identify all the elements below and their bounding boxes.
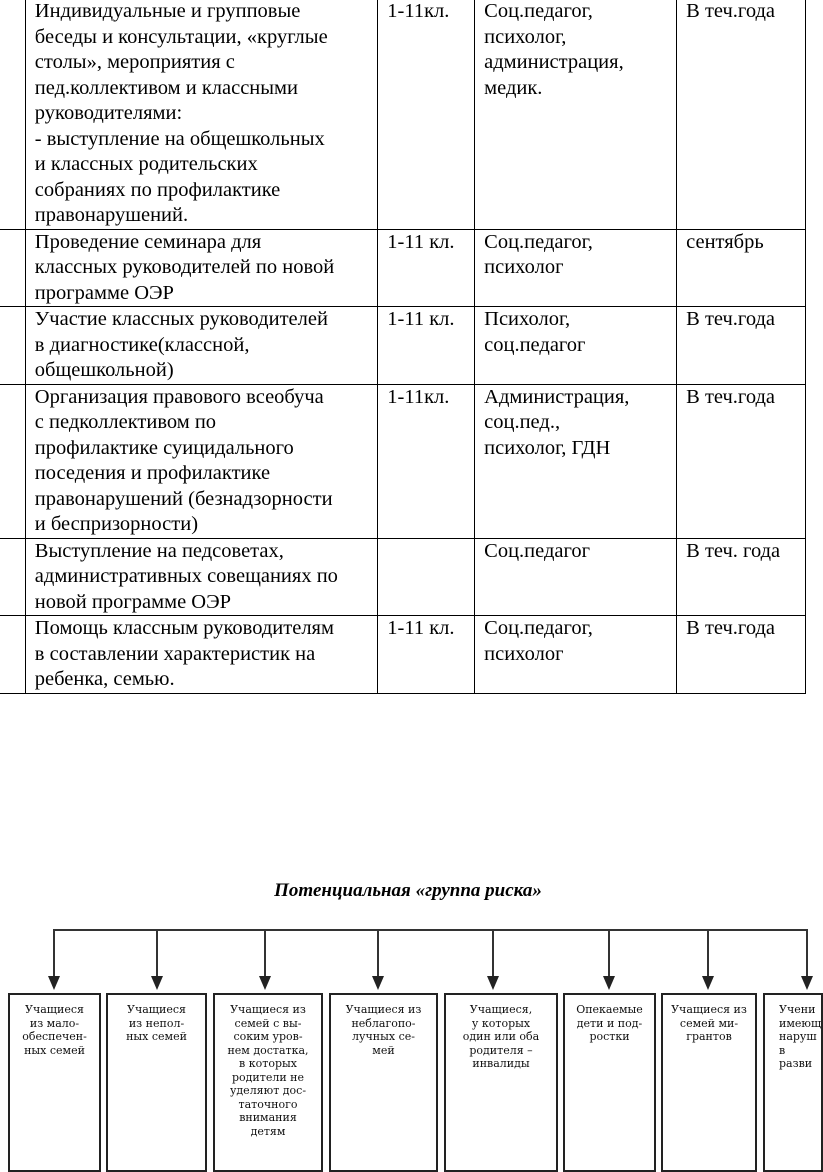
responsible-text: соц.пед., <box>484 411 561 433</box>
responsible-text: психолог, <box>484 25 567 48</box>
risk-group-label: один или оба <box>462 1030 540 1043</box>
responsible-text: Соц.педагог, <box>484 230 593 253</box>
timing-cell: В теч.года <box>677 0 806 229</box>
activity-text: столы», мероприятия с <box>34 51 235 73</box>
arrow-head-icon <box>372 976 384 990</box>
risk-group-label: инвалиды <box>472 1057 530 1070</box>
risk-group-label: Учащиеся из <box>345 1003 422 1016</box>
activity-text: пед.коллективом и классными <box>34 76 298 99</box>
activity-text: Участие классных руководителей <box>34 308 328 330</box>
activity-text: программе ОЭР <box>34 281 174 304</box>
activity-text: классных руководителей по новой <box>34 256 335 278</box>
activity-text: собраниях по профилактике <box>34 178 281 201</box>
activity-text: Проведение семинара для <box>34 230 262 253</box>
responsible-text: Соц.педагог, <box>484 0 593 22</box>
timing-cell: В теч.года <box>677 307 806 385</box>
timing-cell: В теч.года <box>677 616 806 694</box>
risk-group-label: внимания <box>239 1111 297 1124</box>
risk-group-label: обеспечен- <box>22 1030 87 1043</box>
responsible-text: администрация, <box>484 51 624 73</box>
activity-text: в диагностике(классной, <box>34 333 250 356</box>
activity-text: и классных родительских <box>34 153 258 175</box>
risk-group-label: таточного <box>238 1097 298 1111</box>
diagram-title: Потенциальная «группа риска» <box>274 880 542 901</box>
risk-group-label: Учени <box>779 1003 816 1016</box>
risk-group-label: дети и под- <box>576 1016 643 1030</box>
responsible-text: соц.педагог <box>484 333 586 356</box>
activity-text: профилактике суицидального <box>34 436 294 459</box>
risk-group-label: Учащиеся из <box>671 1003 747 1016</box>
responsible-text: Психолог, <box>484 308 571 330</box>
arrow-head-icon <box>487 976 499 990</box>
arrow-head-icon <box>259 976 271 990</box>
responsible-text: психолог <box>484 642 564 665</box>
classes-cell: 1-11кл. <box>378 384 475 538</box>
activity-text: поседения и профилактике <box>34 462 271 484</box>
risk-group-label: Опекаемые <box>576 1003 643 1016</box>
risk-group-label: детям <box>250 1124 286 1138</box>
risk-group-label: Учащиеся, <box>469 1003 533 1016</box>
risk-group-label: Учащиеся <box>127 1003 186 1016</box>
activity-text: в составлении характеристик на <box>34 642 316 665</box>
activity-text: новой программе ОЭР <box>34 590 232 613</box>
risk-group-label: ростки <box>589 1030 630 1043</box>
responsible-text: Администрация, <box>484 385 630 408</box>
classes-cell: 1-11 кл. <box>378 616 475 694</box>
timing-cell: В теч. года <box>677 538 806 616</box>
responsible-text: Соц.педагог, <box>484 617 593 639</box>
activity-text: Помощь классным руководителям <box>34 617 334 639</box>
risk-group-label: нем достатка, <box>227 1043 309 1057</box>
classes-cell: 1-11 кл. <box>378 229 475 307</box>
risk-group-label: наруш <box>779 1030 817 1043</box>
activity-text: Индивидуальные и групповые <box>34 0 301 22</box>
activity-text: руководителями: <box>34 102 183 124</box>
arrow-head-icon <box>48 976 60 990</box>
arrow-head-icon <box>702 976 714 990</box>
risk-group-label: неблагопо- <box>351 1016 416 1030</box>
risk-group-label: семей с вы- <box>234 1016 302 1030</box>
connector-arrows <box>48 929 813 990</box>
risk-group-box <box>8 993 101 1172</box>
activity-text: ребенка, семью. <box>34 668 175 690</box>
arrow-head-icon <box>151 976 163 990</box>
activity-text: Организация правового всеобуча <box>34 385 324 408</box>
risk-group-label: родители не <box>231 1070 305 1084</box>
activity-text: административных совещаниях по <box>34 565 338 587</box>
activity-text: беседы и консультации, «круглые <box>34 25 328 48</box>
risk-group-box <box>106 993 207 1172</box>
responsible-text: психолог, ГДН <box>484 436 611 459</box>
responsible-text: психолог <box>484 256 564 278</box>
activity-text: - выступление на общешкольных <box>34 127 325 150</box>
responsible-text: Соц.педагог <box>484 539 591 562</box>
timing-cell: сентябрь <box>677 229 806 307</box>
risk-group-label: в которых <box>239 1057 297 1070</box>
risk-group-label: соким уров- <box>233 1030 303 1043</box>
risk-group-box <box>563 993 656 1172</box>
arrow-head-icon <box>801 976 813 990</box>
responsible-text: медик. <box>484 76 543 99</box>
risk-group-box <box>661 993 757 1172</box>
activity-text: общешкольной) <box>34 359 174 381</box>
arrow-head-icon <box>603 976 615 990</box>
risk-group-label: родителя – <box>469 1043 533 1057</box>
risk-group-box <box>329 993 438 1172</box>
timing-cell: В теч.года <box>677 384 806 538</box>
risk-group-label: из мало- <box>29 1016 80 1030</box>
classes-cell: 1-11кл. <box>378 0 475 229</box>
risk-group-label: уделяют дос- <box>229 1084 307 1097</box>
risk-group-label: ных семей <box>24 1043 85 1057</box>
activity-text: с педколлективом по <box>34 411 217 433</box>
risk-group-label: у которых <box>471 1016 531 1030</box>
risk-group-box <box>763 993 823 1172</box>
risk-group-box <box>213 993 323 1172</box>
risk-group-label: Учащиеся из <box>230 1003 306 1016</box>
activity-text: правонарушений (безнадзорности <box>34 487 333 510</box>
risk-group-label: лучных се- <box>352 1030 415 1043</box>
risk-group-label: из непол- <box>128 1016 185 1030</box>
risk-group-label: грантов <box>686 1030 732 1043</box>
risk-group-box <box>444 993 558 1172</box>
risk-group-label: семей ми- <box>679 1016 739 1030</box>
classes-cell: 1-11 кл. <box>378 307 475 385</box>
activity-text: правонарушений. <box>34 204 189 226</box>
activity-text: Выступление на педсоветах, <box>34 539 284 562</box>
activity-text: и беспризорности) <box>34 513 199 535</box>
risk-group-label: Учащиеся <box>25 1003 84 1016</box>
risk-group-label: ных семей <box>126 1030 187 1043</box>
risk-group-label: мей <box>372 1043 395 1057</box>
risk-group-label: имеющ <box>779 1016 822 1030</box>
risk-group-label: в разви <box>779 1043 813 1070</box>
